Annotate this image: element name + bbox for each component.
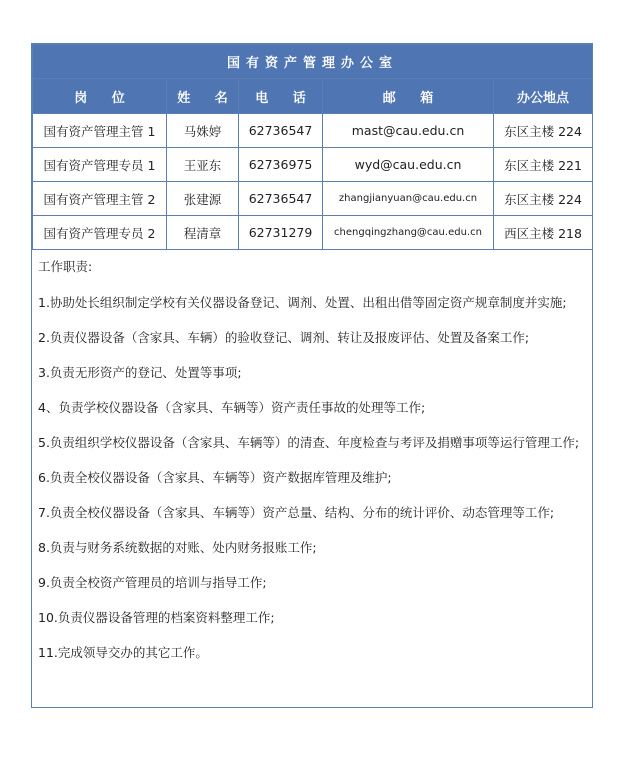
cell-name: 王亚东 xyxy=(167,148,239,182)
cell-email: wyd@cau.edu.cn xyxy=(323,148,494,182)
duty-item: 2.负责仪器设备（含家具、车辆）的验收登记、调剂、转让及报废评估、处置及备案工作; xyxy=(38,330,530,345)
table-row xyxy=(33,216,593,250)
cell-position: 国有资产管理主管 1 xyxy=(33,114,167,148)
cell-name: 张建源 xyxy=(167,182,239,216)
cell-position: 国有资产管理专员 2 xyxy=(33,216,167,250)
header-position: 岗 位 xyxy=(33,79,167,114)
duty-item: 5.负责组织学校仪器设备（含家具、车辆等）的清查、年度检查与考评及捐赠事项等运行管理工作; xyxy=(38,435,580,450)
cell-phone: 62736547 xyxy=(239,114,323,148)
table-header-row xyxy=(33,79,593,114)
cell-position: 国有资产管理主管 2 xyxy=(33,182,167,216)
header-office: 办公地点 xyxy=(494,79,593,114)
duty-item: 7.负责全校仪器设备（含家具、车辆等）资产总量、结构、分布的统计评价、动态管理等工作; xyxy=(38,505,555,520)
duties-label: 工作职责: xyxy=(38,259,93,274)
header-email: 邮 箱 xyxy=(323,79,494,114)
office-info-frame xyxy=(31,43,593,708)
duty-item: 9.负责全校资产管理员的培训与指导工作; xyxy=(38,575,267,590)
table-row xyxy=(33,114,593,148)
cell-name: 马姝婷 xyxy=(167,114,239,148)
cell-name: 程清章 xyxy=(167,216,239,250)
staff-table xyxy=(32,44,593,250)
header-name: 姓 名 xyxy=(167,79,239,114)
header-phone: 电 话 xyxy=(239,79,323,114)
duty-item: 1.协助处长组织制定学校有关仪器设备登记、调剂、处置、出租出借等固定资产规章制度并实施; xyxy=(38,295,567,310)
cell-office: 西区主楼 218 xyxy=(494,216,593,250)
duty-item: 3.负责无形资产的登记、处置等事项; xyxy=(38,365,242,380)
cell-phone: 62736547 xyxy=(239,182,323,216)
cell-phone: 62731279 xyxy=(239,216,323,250)
cell-office: 东区主楼 224 xyxy=(494,114,593,148)
table-row xyxy=(33,148,593,182)
cell-email: chengqingzhang@cau.edu.cn xyxy=(323,216,494,250)
cell-office: 东区主楼 221 xyxy=(494,148,593,182)
cell-position: 国有资产管理专员 1 xyxy=(33,148,167,182)
table-title: 国有资产管理办公室 xyxy=(33,45,593,79)
cell-office: 东区主楼 224 xyxy=(494,182,593,216)
table-row xyxy=(33,182,593,216)
duty-item: 11.完成领导交办的其它工作。 xyxy=(38,645,208,660)
cell-phone: 62736975 xyxy=(239,148,323,182)
cell-email: zhangjianyuan@cau.edu.cn xyxy=(323,182,494,216)
duty-item: 8.负责与财务系统数据的对账、处内财务报账工作; xyxy=(38,540,317,555)
duty-item: 6.负责全校仪器设备（含家具、车辆等）资产数据库管理及维护; xyxy=(38,470,392,485)
duty-item: 4、负责学校仪器设备（含家具、车辆等）资产责任事故的处理等工作; xyxy=(38,400,426,415)
cell-email: mast@cau.edu.cn xyxy=(323,114,494,148)
duty-item: 10.负责仪器设备管理的档案资料整理工作; xyxy=(38,610,275,625)
duties-section xyxy=(38,258,588,679)
